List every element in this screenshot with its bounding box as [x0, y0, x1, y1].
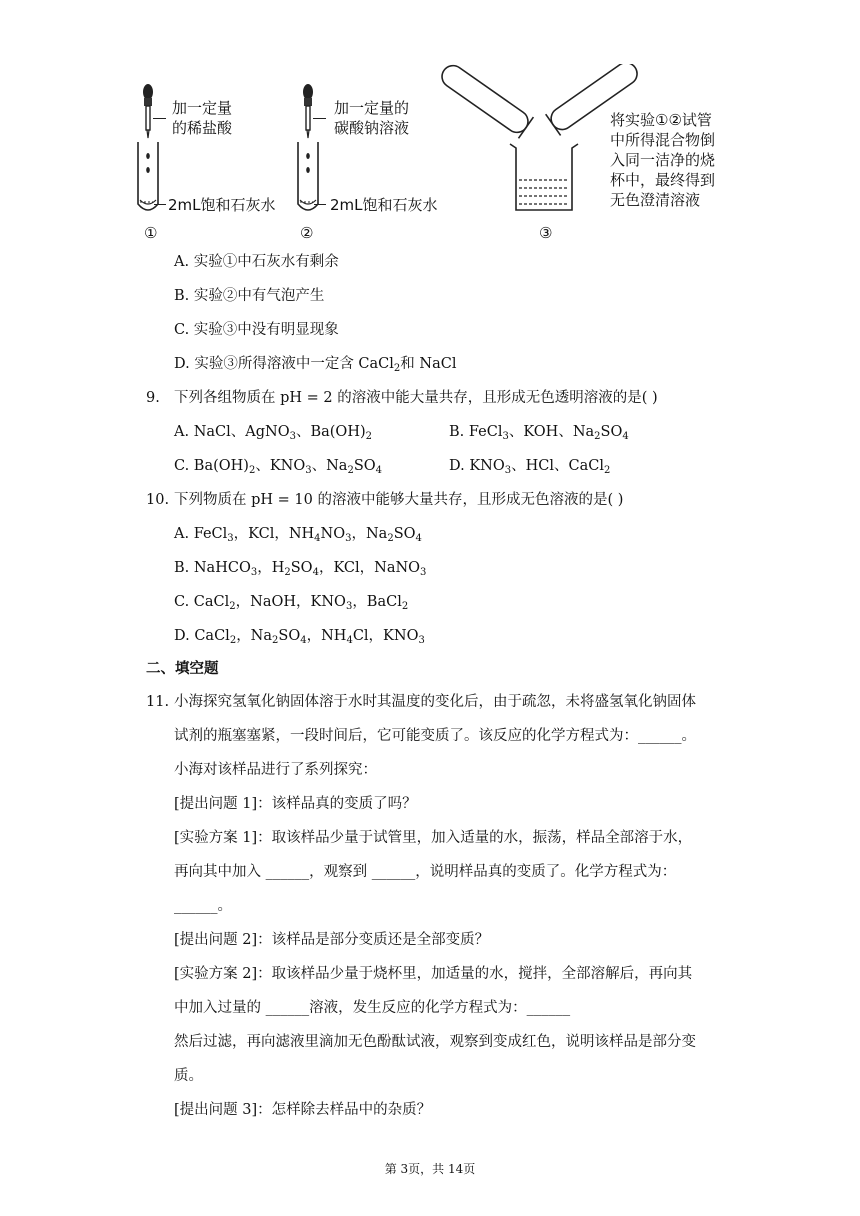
subscript: 3: [305, 465, 312, 476]
q11-line: [实验方案 2]：取该样品少量于烧杯里，加适量的水，搅拌，全部溶解后，再向其: [174, 966, 693, 982]
fig2-reagent-label-1: 加一定量的: [334, 99, 410, 117]
q8-option-c: C. 实验③中没有明显现象: [174, 322, 339, 338]
text: ，KCl，NaNO: [318, 560, 421, 576]
fig1-reagent-label-1: 加一定量: [172, 99, 233, 117]
text: D. KNO: [449, 458, 505, 474]
text: ，Na: [236, 628, 273, 644]
fig2-pointer-line: [313, 118, 326, 119]
fig3-desc-line: 将实验①②试管: [610, 111, 712, 129]
q11-line: 小海探究氢氧化钠固体溶于水时其温度的变化后，由于疏忽，未将盛氢氧化钠固体: [174, 694, 696, 710]
subscript: 2: [387, 533, 394, 544]
text: 、HCl、CaCl: [511, 458, 604, 474]
dropper-tube-1-diagram: [130, 80, 170, 220]
text: Cl，KNO: [352, 628, 419, 644]
section-heading: 二、填空题: [146, 661, 219, 677]
subscript: 4: [375, 465, 383, 476]
subscript: 4: [314, 533, 321, 544]
text: SO: [290, 560, 313, 576]
q11-line: ______。: [174, 898, 232, 914]
subscript: 2: [393, 363, 401, 374]
subscript: 2: [248, 465, 256, 476]
fig2-tube-pointer: [314, 204, 326, 205]
fig3-desc-line: 无色澄清溶液: [610, 191, 701, 209]
text: NO: [320, 526, 346, 542]
text: A. FeCl: [174, 526, 228, 542]
q9-option-b: [449, 422, 629, 442]
subscript: 2: [284, 567, 291, 578]
q10-option-a: [174, 524, 422, 544]
q10-stem: 下列物质在 pH = 10 的溶液中能够大量共存，且形成无色溶液的是( ): [174, 492, 624, 508]
text: B. FeCl: [449, 424, 503, 440]
subscript: 2: [401, 601, 409, 612]
fig1-number: ①: [144, 224, 158, 242]
q9-number: 9.: [146, 390, 160, 406]
subscript: 2: [272, 635, 279, 646]
text: ，NaOH，KNO: [235, 594, 346, 610]
subscript: 2: [347, 465, 354, 476]
q11-line: 中加入过量的 ______溶液，发生反应的化学方程式为：______: [174, 1000, 571, 1016]
subscript: 3: [504, 465, 512, 476]
subscript: 3: [502, 431, 509, 442]
dropper-tube-2-diagram: [290, 80, 330, 220]
subscript: 4: [312, 567, 319, 578]
subscript: 4: [346, 635, 353, 646]
fig3-desc-line: 入同一洁净的烧: [610, 151, 716, 169]
subscript: 4: [622, 431, 629, 442]
q11-line: [提出问题 2]：该样品是部分变质还是全部变质？: [174, 932, 490, 948]
fig2-reagent-label-2: 碳酸钠溶液: [334, 119, 410, 137]
text: ，BaCl: [352, 594, 402, 610]
subscript: 3: [227, 533, 234, 544]
text: ，NH: [306, 628, 347, 644]
subscript: 2: [229, 601, 236, 612]
text: 、Na: [311, 458, 348, 474]
q11-line: 试剂的瓶塞塞紧，一段时间后，它可能变质了。该反应的化学方程式为：______。: [174, 728, 696, 744]
text: SO: [278, 628, 301, 644]
text: C. CaCl: [174, 594, 230, 610]
fig2-tube-label: 2mL饱和石灰水: [330, 196, 438, 214]
q9-option-c: [174, 456, 382, 476]
subscript: 3: [420, 567, 427, 578]
subscript: 2: [594, 431, 601, 442]
subscript: 4: [300, 635, 307, 646]
subscript: 3: [289, 431, 296, 442]
subscript: 3: [345, 533, 352, 544]
page-footer: 第 3页，共 14页: [384, 1162, 476, 1176]
fig3-desc-line: 杯中，最终得到: [610, 171, 716, 189]
q9-option-d: [449, 456, 610, 476]
q11-line: [提出问题 1]：该样品真的变质了吗？: [174, 796, 417, 812]
fig3-number: ③: [539, 224, 553, 242]
q10-number: 10.: [146, 492, 170, 508]
q9-stem: 下列各组物质在 pH = 2 的溶液中能大量共存，且形成无色透明溶液的是( ): [174, 390, 658, 406]
q10-option-b: [174, 558, 426, 578]
q11-line: 小海对该样品进行了系列探究：: [174, 762, 377, 778]
q11-number: 11.: [146, 694, 170, 710]
text: 、KOH、Na: [508, 424, 595, 440]
text: D. CaCl: [174, 628, 230, 644]
subscript: 3: [250, 567, 258, 578]
q11-line: 质。: [174, 1068, 203, 1084]
subscript: 3: [418, 635, 425, 646]
text: SO: [600, 424, 623, 440]
q9-option-a: [174, 422, 372, 442]
fig3-desc-line: 中所得混合物倒: [610, 131, 716, 149]
text: B. NaHCO: [174, 560, 251, 576]
subscript: 4: [415, 533, 422, 544]
subscript: 2: [365, 431, 372, 442]
fig1-pointer-line: [153, 118, 166, 119]
text: A. NaCl、AgNO: [174, 424, 290, 440]
fig1-tube-label: 2mL饱和石灰水: [168, 196, 276, 214]
q11-line: 再向其中加入 ______，观察到 ______，说明样品真的变质了。化学方程式为：: [174, 864, 677, 880]
q10-option-d: [174, 626, 425, 646]
q8-option-d: [174, 354, 456, 374]
subscript: 2: [603, 465, 611, 476]
fig2-number: ②: [300, 224, 314, 242]
text: D. 实验③所得溶液中一定含 CaCl: [174, 356, 394, 372]
subscript: 3: [345, 601, 353, 612]
text: ，Na: [351, 526, 388, 542]
text: ，KCl，NH: [233, 526, 315, 542]
text: 和 NaCl: [400, 356, 457, 372]
text: C. Ba(OH): [174, 458, 249, 474]
text: ，H: [257, 560, 285, 576]
q11-line: [实验方案 1]：取该样品少量于试管里，加入适量的水，振荡，样品全部溶于水，: [174, 830, 693, 846]
subscript: 2: [229, 635, 237, 646]
fig3-description: [610, 110, 715, 210]
fig1-reagent-label-2: 的稀盐酸: [172, 119, 233, 137]
q8-option-b: B. 实验②中有气泡产生: [174, 288, 325, 304]
fig1-tube-pointer: [154, 204, 166, 205]
q10-option-c: [174, 592, 408, 612]
q8-option-a: A. 实验①中石灰水有剩余: [174, 254, 339, 270]
text: 、KNO: [255, 458, 306, 474]
text: SO: [353, 458, 376, 474]
text: 、Ba(OH): [295, 424, 366, 440]
text: SO: [393, 526, 416, 542]
q11-line: [提出问题 3]：怎样除去样品中的杂质？: [174, 1102, 432, 1118]
q11-line: 然后过滤，再向滤液里滴加无色酚酞试液，观察到变成红色，说明该样品是部分变: [174, 1034, 696, 1050]
